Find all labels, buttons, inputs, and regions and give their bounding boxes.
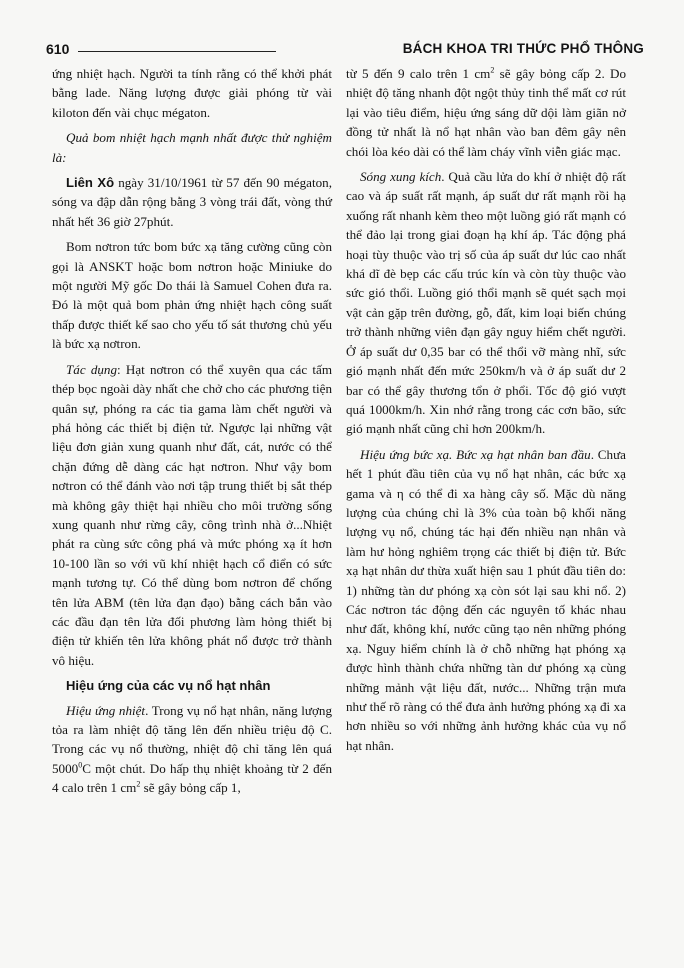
header-rule [78, 51, 276, 52]
superscript: 0 [78, 760, 83, 770]
paragraph-text: ngày 31/10/1961 từ 57 đến 90 mégaton, sóng va đập dẫn rộng bằng 3 vòng trái đất, vòng thứ nhất hết 36 giờ 27phút. [52, 175, 332, 229]
paragraph-text: từ 5 đến 9 calo trên 1 cm [346, 66, 491, 81]
paragraph-text: . Chưa hết 1 phút đầu tiên của vụ nổ hạt nhân, các bức xạ gama và η có thể đi xa hàng cây số. Mặc dù năng lượng của chúng chỉ là 3% của toàn bộ khối năng lượng vụ nổ, chúng tác hại đến nhiều nạn nhân và làm hư hỏng nghiêm trọng các thiết bị điện tử. Bức xạ hạt nhân dư thừa xuất hiện sau 1 phút đầu tiên do: 1) những tàn dư phóng xạ còn sót lại sau khi nổ. 2) Các nơtron tác động đến các nguyên tố khác nhau như đất, không khí, nước cũng tạo nên những phóng xạ. Nguy hiểm chính là ở chỗ những hạt phóng xạ được hình thành chứa những tàn dư phóng xạ cùng những mảnh vật liệu đất, nước... Những trận mưa như thế rõ ràng có thể đưa ảnh hưởng phóng xạ đi xa hơn nhiều so với những ảnh hưởng khác của vụ nổ hạt nhân. [346, 446, 626, 753]
running-title: BÁCH KHOA TRI THỨC PHỔ THÔNG [402, 41, 644, 56]
paragraph-text: sẽ gây bỏng cấp 1, [140, 780, 241, 796]
paragraph [52, 360, 332, 671]
italic-lead: Hiệu ứng bức xạ. Bức xạ hạt nhân ban đầu [360, 446, 591, 462]
paragraph: ứng nhiệt hạch. Người ta tính rằng có thể khởi phát bằng lade. Năng lượng được giải phóng từ vài kiloton đến vài chục mégaton. [52, 66, 332, 120]
paragraph [346, 64, 626, 161]
paragraph-text: sẽ gây bỏng cấp 2. Do nhiệt độ tăng nhanh đột ngột thủy tinh thể mất cơ rút lại vào tiêu điểm, hiệu ứng sáng dữ dội làm giãn nở đồng tử nhất là nổ hạt nhân vào ban đêm gây nên chói lòa kéo dài có thể làm cháy vĩnh viễn giác mạc. [346, 66, 626, 159]
italic-lead: Hiệu ứng nhiệt [66, 702, 146, 718]
left-column [52, 64, 332, 804]
paragraph [52, 173, 332, 231]
paragraph [346, 445, 626, 756]
paragraph: Quả bom nhiệt hạch mạnh nhất được thử nghiệm là: [52, 130, 332, 165]
paragraph [52, 701, 332, 798]
italic-lead: Tác dụng [66, 361, 118, 377]
paragraph-text: . Trong vụ nổ hạt nhân, năng lượng tỏa ra làm nhiệt độ tăng lên đến nhiều triệu độ C. Trong các vụ nổ thường, nhiệt độ chỉ tăng lên quá 5000 [52, 702, 332, 776]
bold-lead: Liên Xô [66, 175, 115, 191]
paragraph: Bom nơtron tức bom bức xạ tăng cường cũng còn gọi là ANSKT hoặc bom nơtron hoặc Miniuke do một người Mỹ gốc Do thái là Samuel Cohen đưa ra. Đó là một quả bom phản ứng nhiệt hạch công suất thấp được thiết kế sao cho yếu tố sát thương chủ yếu là bức xạ nơtron. [52, 239, 332, 352]
paragraph-text: C một chút. Do hấp thụ nhiệt khoảng từ 2 đến 4 calo trên 1 cm [52, 760, 332, 796]
right-column [346, 64, 626, 761]
paragraph-text: . Quả cầu lửa do khí ở nhiệt độ rất cao và áp suất rất mạnh, áp suất dư rất mạnh rồi hạ xuống rất nhanh kèm theo một luồng gió rất mạnh có thể đảo lại trong giai đoạn hạ khí áp. Tác động phá hoại tùy thuộc vào trị số của áp suất dư lúc cao nhất khá dĩ đè bẹp các cấu trúc kín và còn tùy thuộc vào sức gió thổi. Luồng gió thổi mạnh sẽ quét sạch mọi vật cản gặp trên đường, gỗ, đất, kim loại biến chúng trở thành những viên đạn gây nguy hiểm chết người. Ở áp suất dư 0,35 bar có thể thổi vỡ màng nhĩ, sức gió mạnh nhất đến mức 250km/h và ở áp suất dư 2 bar có thể gây thương tổn ở phổi. Tốc độ gió vượt quá 1000km/h. Xin nhớ rằng trong các cơn bão, sức gió mạnh nhất cũng chỉ hơn 200km/h. [346, 169, 626, 437]
italic-lead: Sóng xung kích [360, 169, 442, 185]
paragraph [346, 167, 626, 439]
paragraph-text: : Hạt nơtron có thể xuyên qua các tấm thép bọc ngoài dày nhất che chở cho các phương tiện quân sự, phóng ra các tia gama làm chết người và phá hỏng các thiết bị điện tử. Ngược lại những vật liệu đơn giản xung quanh như đất, cát, nước có thể chặn đứng dễ dàng các hạt nơtron. Như vậy bom nơtron có thể đánh vào nơi tập trung thiết bị sắt thép mà không gây thiệt hại nhiều cho môi trường sống xung quanh như rừng cây, công trình nhà ở...Nhiệt phát ra cùng sức công phá và mức phóng xạ ít hơn 10-100 lần so với vũ khí nhiệt hạch cổ điển có sức mạnh tương tự. Có thể dùng bom nơtron để chống tên lửa ABM (tên lửa đạn đạo) bằng cách bắn vào các đầu đạn tên lửa đối phương làm hỏng thiết bị điện tử khiến tên lửa không phát nổ được trở thành vô hiệu. [52, 361, 333, 668]
superscript: 2 [490, 65, 495, 75]
page-number: 610 [46, 41, 70, 57]
superscript: 2 [136, 779, 141, 789]
section-heading: Hiệu ứng của các vụ nổ hạt nhân [66, 678, 271, 694]
